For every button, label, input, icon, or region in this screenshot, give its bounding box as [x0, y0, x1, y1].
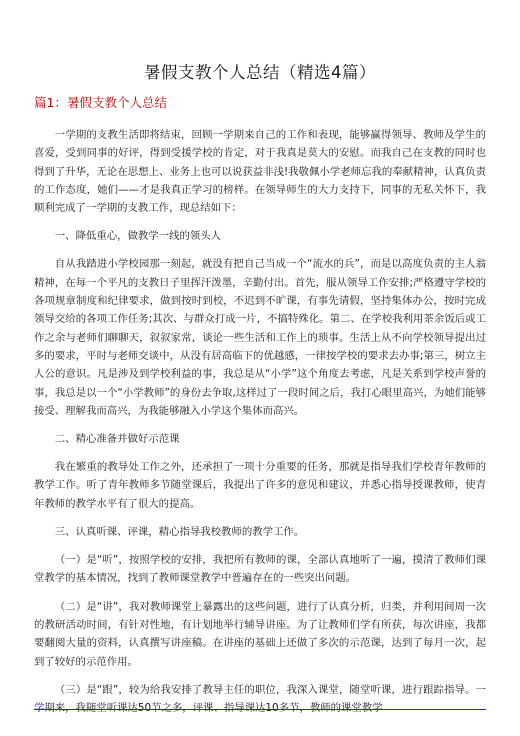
heading-1: 一、降低重心，做教学一线的领头人	[54, 230, 222, 243]
footer-divider	[34, 709, 486, 710]
section-title: 篇1：暑假支教个人总结	[34, 95, 167, 110]
paragraph-4: （二）是“讲”，我对教师课堂上暴露出的这些问题，进行了认真分析，归类，并利用间周一次的教研活动时间，有针对性地，有计划地举行辅导讲座。为了让教师们学有所获，每次讲座，我都要翻阅大量的资料，认真撰写讲座稿。在讲座的基础上还做了多次的示范课，达到了每月一次，起到了较好的示范作用。	[34, 600, 486, 668]
intro-paragraph: 一学期的支教生活即将结束，回顾一学期来自己的工作和表现，能够赢得领导、教师及学生的喜爱，受到同事的好评，得到受援学校的肯定，对于我真是莫大的安慰。而我自己在支教的同时也得到了升华，无论在思想上、业务上也可以说获益非浅!我敬佩小学老师忘我的奉献精神，认真负责的工作态度，她们——才是我真正学习的榜样。在领导师生的大力支持下，同事的无私关怀下，我顺利完成了一学期的支教工作，现总结如下：	[34, 129, 486, 215]
paragraph-1: 自从我踏进小学校园那一刻起，就没有把自己当成一个“流水的兵”，而是以高度负责的主人翁精神，在每一个平凡的支教日子里挥汗泼墨，辛勤付出。首先，服从领导工作安排;严格遵守学校的各项规章制度和纪律要求，做到按时到校，不迟到不旷课，有事先请假，坚持集体办公，按时完成领导交给的各项工作任务;其次、与群众打成一片，不搞特殊化。第二、在学校我利用茶余饭后或工作之余与老师们聊聊天，叙叙家常，谈论一些生活和工作上的琐事。生活上从不向学校领导提出过多的要求，平时与老师交谈中，从没有居高临下的优越感，一律按学校的要求去办事;第三，树立主人公的意识。凡是涉及到学校利益的事，我总是从“小学”这个角度去考虑，凡是关系到学校声誉的事，我总是以一个“小学教师”的身份去争取,这样过了一段时间之后，我打心眼里高兴，为她们能够接受、理解我而高兴，为我能够融入小学这个集体而高兴。	[34, 258, 486, 417]
paragraph-2: 我在繁重的教导处工作之外，还承担了一项十分重要的任务，那就是指导我们学校青年教师的教学工作。听了青年教师多节随堂课后，我提出了许多的意见和建议，并悉心指导授课教师，使青年教师的教学水平有了很大的提高。	[34, 461, 486, 510]
paragraph-5: （三）是“跟”，较为给我安排了教导主任的职位，我深入课堂，随堂听课，进行跟踪指导。一学期来，我随堂听课达50节之多，评课、指导课达10多节，教师的课堂教学	[34, 683, 486, 715]
heading-3: 三、认真听课、评课，精心指导我校教师的教学工作。	[54, 526, 305, 539]
heading-2: 二、精心准备并做好示范课	[54, 433, 180, 446]
paragraph-3: （一）是“听”，按照学校的安排，我把所有教师的课，全部认真地听了一遍，摸清了教师们课堂教学的基本情况，找到了教师课堂教学中普遍存在的一些突出问题。	[34, 554, 486, 585]
document-title: 暑假支教个人总结（精选4篇）	[144, 63, 376, 82]
